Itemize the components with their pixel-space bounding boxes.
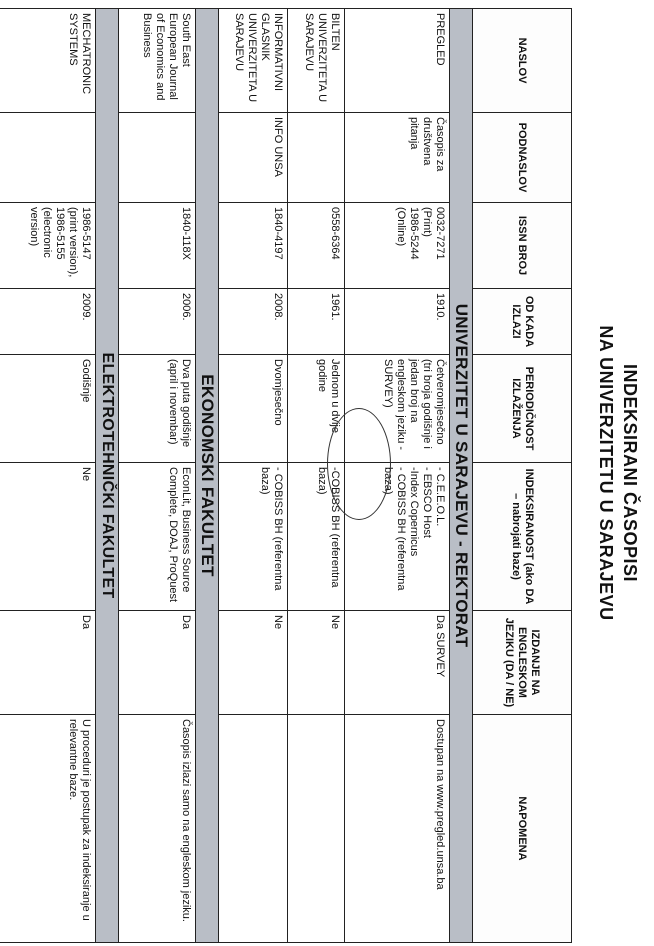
cell-naslov: South East European Journal of Economics and Business — [119, 9, 196, 113]
cell-issn: 1986-5147 (print version), 1986-5155 (electronic version) — [0, 203, 96, 289]
cell-podnaslov — [119, 113, 196, 203]
cell-izdanje-engleski: Da — [0, 611, 96, 715]
journals-table — [0, 8, 572, 943]
header-napomena: NAPOMENA — [473, 715, 572, 943]
cell-issn: 1840-118X — [119, 203, 196, 289]
table-row — [0, 9, 96, 943]
cell-od-kada: 2009. — [0, 289, 96, 355]
cell-periodicnost: Dvomjesečno — [219, 355, 288, 463]
table-row — [219, 9, 288, 943]
cell-podnaslov — [0, 113, 96, 203]
cell-issn: 0558-6364 — [288, 203, 345, 289]
cell-od-kada: 2008. — [219, 289, 288, 355]
cell-indeksiranost: - COBISS BH (referentna baza) — [219, 463, 288, 611]
cell-izdanje-engleski: Ne — [219, 611, 288, 715]
header-issn: ISSN BROJ — [473, 203, 572, 289]
section-heading-rektorat — [450, 9, 473, 943]
table-row — [119, 9, 196, 943]
cell-napomena — [219, 715, 288, 943]
document-subtitle: NA UNIVERZITETU U SARAJEVU — [596, 325, 616, 621]
header-periodicnost: PERIODIČNOST IZLAŽENJA — [473, 355, 572, 463]
cell-naslov: BILTEN UNIVERZITETA U SARAJEVU — [288, 9, 345, 113]
cell-napomena: Dostupan na www.pregled.unsa.ba — [345, 715, 450, 943]
section-heading-elektrotehnicki — [96, 9, 119, 943]
cell-periodicnost: Četveromjesečno (tri broja godišnje i jedan broj na engleskom jeziku - SURVEY) — [345, 355, 450, 463]
cell-indeksiranost: -COBISS BH (referentna baza) — [288, 463, 345, 611]
cell-napomena: U proceduri je postupak za indeksiranje u relevantne baze. — [0, 715, 96, 943]
cell-od-kada: 1961. — [288, 289, 345, 355]
header-naslov: NASLOV — [473, 9, 572, 113]
cell-izdanje-engleski: Da — [119, 611, 196, 715]
cell-napomena: Časopis izlazi samo na engleskom jeziku. — [119, 715, 196, 943]
cell-indeksiranost: - C.E.E.O.L. - EBSCO Host -Index Copernicus - COBISS BH (referentna baza) — [345, 463, 450, 611]
section-heading-ekonomski — [196, 9, 219, 943]
cell-issn: 1840-4197 — [219, 203, 288, 289]
cell-podnaslov: Časopis za društvena pitanja — [345, 113, 450, 203]
header-row — [473, 9, 572, 943]
cell-podnaslov — [288, 113, 345, 203]
table-row — [345, 9, 450, 943]
cell-periodicnost: Jednom u dvije godine — [288, 355, 345, 463]
cell-naslov: INFORMATIVNI GLASNIK UNIVERZITETA U SARAJEVU — [219, 9, 288, 113]
cell-podnaslov: INFO UNSA — [219, 113, 288, 203]
header-indeksiranost: INDEKSIRANOST (ako DA – nabrojati baze) — [473, 463, 572, 611]
cell-od-kada: 2006. — [119, 289, 196, 355]
cell-naslov: MECHATRONIC SYSTEMS — [0, 9, 96, 113]
cell-izdanje-engleski: Ne — [288, 611, 345, 715]
document-title: INDEKSIRANI ČASOPISI — [620, 363, 640, 583]
cell-izdanje-engleski: Da SURVEY — [345, 611, 450, 715]
cell-periodicnost: Godišnje — [0, 355, 96, 463]
header-izdanje-engleski: IZDANJE NA ENGLESKOM JEZIKU (DA / NE) — [473, 611, 572, 715]
cell-od-kada: 1910. — [345, 289, 450, 355]
table-row — [288, 9, 345, 943]
cell-napomena — [288, 715, 345, 943]
cell-periodicnost: Dva puta godišnje (april i novembar) — [119, 355, 196, 463]
cell-indeksiranost: Ne — [0, 463, 96, 611]
section-heading: UNIVERZITET U SARAJEVU - REKTORAT — [450, 9, 473, 943]
header-od-kada: OD KADA IZLAZI — [473, 289, 572, 355]
section-heading: ELEKTROTEHNIČKI FAKULTET — [96, 9, 119, 943]
cell-naslov: PREGLED — [345, 9, 450, 113]
cell-indeksiranost: EconLit, Business Source Complete, DOAJ, ProQuest — [119, 463, 196, 611]
header-podnaslov: PODNASLOV — [473, 113, 572, 203]
cell-issn: 0032-7271 (Print) 1986-5244 (Online) — [345, 203, 450, 289]
section-heading: EKONOMSKI FAKULTET — [196, 9, 219, 943]
